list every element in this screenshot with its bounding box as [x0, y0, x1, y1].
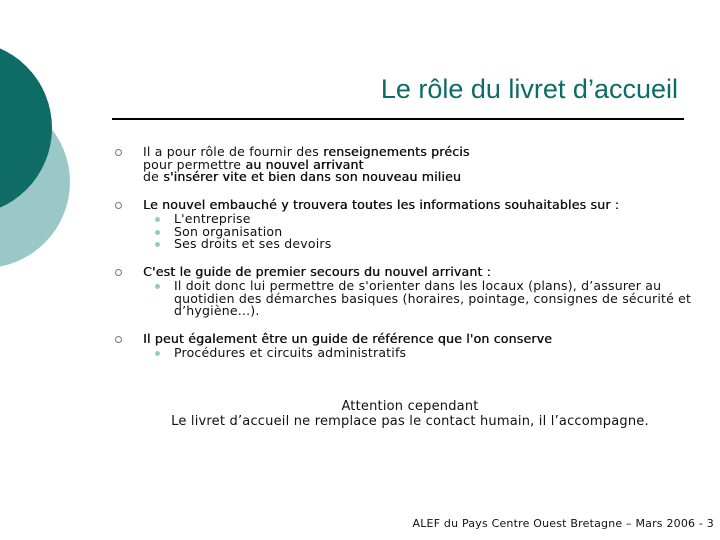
bullet-item	[112, 146, 692, 184]
ring-bullet-icon	[115, 149, 122, 156]
bullet-line	[143, 196, 692, 212]
dot-bullet-icon	[155, 230, 160, 235]
attention-text: Le livret d’accueil ne remplace pas le contact humain, il l’accompagne.	[171, 414, 649, 429]
emphasis-text: Il peut également être un guide de référence que l'on conserve	[143, 330, 553, 346]
dot-bullet-icon	[155, 217, 160, 222]
body-text: de	[143, 169, 164, 184]
dot-bullet-icon	[155, 284, 160, 289]
bullet-item	[112, 263, 692, 318]
ring-bullet-icon	[115, 202, 122, 209]
bullet-line	[143, 330, 692, 346]
sub-item-text: Il doit donc lui permettre de s'orienter dans les locaux (plans), d’assurer au quotidien des démarches basiques (horaires, pointage, consignes de sécurité et d’hygiène...).	[174, 278, 692, 318]
sub-list	[143, 280, 692, 318]
dot-bullet-icon	[155, 351, 160, 356]
attention-note	[140, 399, 680, 429]
sub-list	[143, 213, 692, 251]
bullet-list	[112, 146, 692, 360]
emphasis-text: C'est le guide de premier secours du nouvel arrivant :	[143, 263, 492, 279]
emphasis-text: renseignements précis	[323, 144, 470, 159]
decorative-circles	[0, 0, 120, 300]
emphasis-text: s'insérer vite et bien dans son nouveau milieu	[163, 169, 462, 184]
emphasis-text: Le nouvel embauché y trouvera toutes les informations souhaitables sur :	[143, 196, 620, 212]
bullet-line	[143, 263, 692, 279]
bullet-item	[112, 196, 692, 251]
sub-item-text: Procédures et circuits administratifs	[174, 345, 407, 360]
emphasis-text: au nouvel arrivant	[245, 156, 364, 172]
sub-item-text: Son organisation	[174, 223, 283, 239]
bullet-item	[112, 330, 692, 360]
slide-title: Le rôle du livret d’accueil	[380, 74, 678, 104]
sub-item-text: Ses droits et ses devoirs	[174, 236, 332, 251]
sub-list	[143, 347, 692, 360]
sub-item	[143, 280, 692, 318]
sub-item	[143, 238, 692, 251]
slide-footer: ALEF du Pays Centre Ouest Bretagne – Mars 2006 - 3	[412, 517, 714, 530]
body-text: Il a pour rôle de fournir des	[143, 144, 324, 159]
title-underline	[112, 118, 684, 120]
ring-bullet-icon	[115, 336, 122, 343]
bullet-line	[143, 171, 692, 184]
ring-bullet-icon	[115, 269, 122, 276]
sub-item-text: L'entreprise	[174, 211, 251, 226]
attention-heading: Attention cependant	[341, 399, 479, 414]
dot-bullet-icon	[155, 242, 160, 247]
sub-item	[143, 347, 692, 360]
body-text: pour permettre	[143, 156, 246, 172]
